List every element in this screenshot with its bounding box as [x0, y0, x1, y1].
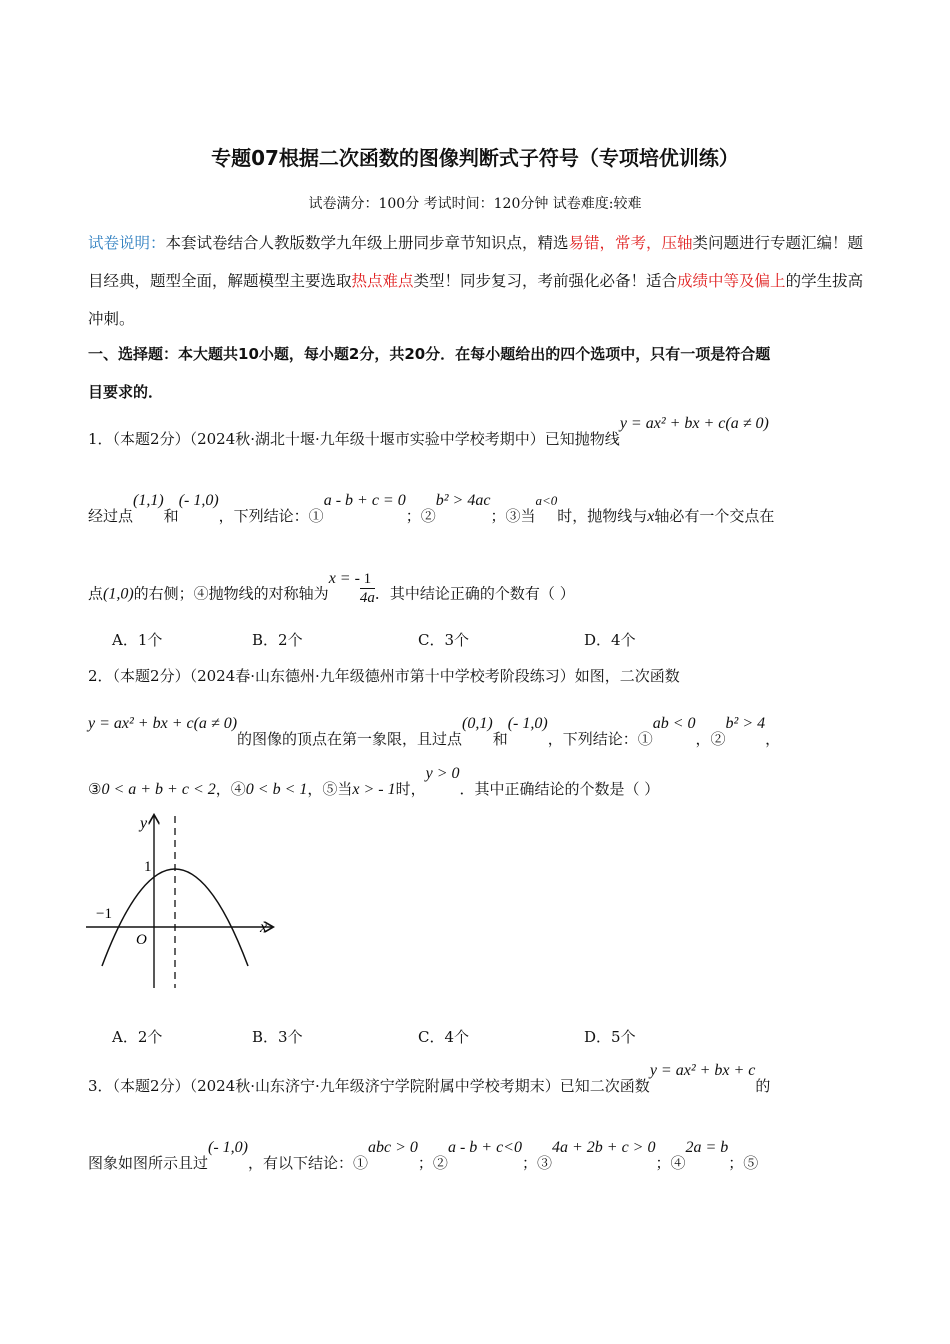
q2-line-3	[88, 765, 660, 799]
q1-axis-fraction	[360, 570, 375, 607]
q1-text: 时，抛物线与	[557, 507, 648, 525]
q2-text: ，④	[215, 780, 246, 798]
q2-line-1: 2．（本题2分）（2024春·山东德州·九年级德州市第十中学校考阶段练习）如图，二次函数	[88, 667, 680, 685]
q3-parabola-formula: y = ax² + bx + c	[649, 1062, 756, 1079]
q1-text: ．其中结论正确的个数有（ ）	[374, 584, 575, 603]
q3-text: 图象如图所示且过	[88, 1154, 209, 1172]
q3-conclusion-3: 4a + 2b + c > 0	[551, 1139, 656, 1156]
q1-text: ；②	[405, 507, 436, 525]
q3-text: ；④	[655, 1154, 686, 1172]
q2-point-2: (- 1,0)	[507, 715, 548, 732]
q3-text: ，有以下结论：①	[248, 1154, 369, 1172]
x-axis-label: x	[260, 919, 268, 936]
fraction-denominator: 4a	[359, 590, 375, 606]
q2-parabola-graph	[82, 808, 282, 998]
section-heading-line-1: 一、选择题：本大题共10小题，每小题2分，共20分．在每小题给出的四个选项中，只有一项是符合题	[88, 345, 771, 363]
q1-point-3: (1,0)	[103, 585, 134, 603]
q2-conclusion-5-result: y > 0	[425, 765, 460, 782]
intro-text-2: 类问题进行专题汇编！题目经典，题型全面，解题模型主要选取	[88, 234, 864, 290]
q2-parabola-formula: y = ax² + bx + c(a ≠ 0)	[88, 715, 238, 732]
fraction-numerator: 1	[360, 570, 375, 589]
tick-label-1: 1	[144, 859, 152, 875]
q1-point-2: (- 1,0)	[178, 492, 219, 509]
q1-option-d[interactable]: D．4个	[584, 631, 636, 649]
q1-conclusion-3: a<0	[535, 493, 558, 508]
q3-text: 的	[755, 1077, 771, 1095]
q3-conclusion-2: a - b + c<0	[447, 1139, 522, 1156]
q2-text: 和	[492, 730, 508, 748]
page-title: 专题07根据二次函数的图像判断式子符号（专项培优训练）	[211, 146, 739, 170]
q2-option-b[interactable]: B．3个	[252, 1028, 303, 1046]
q2-text: ．其中正确结论的个数是（ ）	[459, 780, 660, 798]
q1-text: 和	[163, 507, 179, 525]
q1-parabola-formula: y = ax² + bx + c(a ≠ 0)	[619, 415, 769, 432]
q3-text: ；⑤	[728, 1154, 759, 1172]
q1-stem: 1．（本题2分）（2024秋·湖北十堰·九年级十堰市实验中学校考期中）已知抛物线	[88, 430, 620, 448]
q1-conclusion-2: b² > 4ac	[435, 492, 491, 509]
q1-line-2	[88, 492, 775, 526]
q3-text: ；②	[417, 1154, 448, 1172]
q1-text: 的右侧；④抛物线的对称轴为	[133, 584, 329, 603]
q1-text: ；③当	[490, 507, 536, 525]
exam-meta: 试卷满分：100分 考试时间：120分钟 试卷难度:较难	[308, 196, 642, 212]
q2-text: ，下列结论：①	[547, 730, 653, 748]
q3-text: ；③	[521, 1154, 552, 1172]
q2-conclusion-2: b² > 4	[725, 715, 766, 732]
q3-conclusion-1: abc > 0	[368, 1139, 418, 1156]
y-axis-label: y	[140, 815, 148, 832]
q2-text: 的图像的顶点在第一象限，且过点	[237, 730, 463, 748]
q3-conclusion-4: 2a = b	[685, 1139, 729, 1156]
q1-axis-lhs: x = -	[328, 569, 360, 587]
q2-text: 时，	[395, 780, 426, 798]
q1-line-1	[88, 415, 769, 449]
q3-stem: 3．（本题2分）（2024秋·山东济宁·九年级济宁学院附属中学校考期末）已知二次函数	[88, 1077, 650, 1095]
q2-option-c[interactable]: C．4个	[418, 1028, 470, 1046]
exam-intro	[88, 224, 868, 338]
section-heading-line-2: 目要求的．	[88, 383, 164, 401]
q1-line-3	[88, 569, 575, 613]
q2-conclusion-4: 0 < b < 1	[245, 781, 308, 798]
q2-text: ，	[765, 730, 781, 748]
q2-text: ，②	[695, 730, 726, 748]
intro-highlight-1: 易错，常考，压轴	[568, 234, 693, 252]
q2-point-1: (0,1)	[462, 715, 493, 732]
q1-conclusion-1: a - b + c = 0	[323, 492, 406, 509]
q2-option-a[interactable]: A．2个	[112, 1028, 163, 1046]
q1-text: 点	[88, 584, 104, 603]
intro-text-4: 的学生拔高冲刺。	[88, 272, 864, 328]
q1-option-b[interactable]: B．2个	[252, 631, 303, 649]
intro-highlight-2: 热点难点	[351, 272, 414, 290]
q2-text: ③	[88, 780, 102, 798]
q2-option-d[interactable]: D．5个	[584, 1028, 636, 1046]
intro-label: 试卷说明：	[88, 234, 166, 252]
q2-line-2	[88, 715, 781, 749]
q1-x-var: x	[647, 508, 655, 525]
q3-line-2	[88, 1139, 759, 1173]
q3-point: (- 1,0)	[208, 1139, 248, 1156]
q1-point-1: (1,1)	[133, 492, 164, 509]
intro-highlight-3: 成绩中等及偏上	[677, 272, 786, 290]
q1-text: ，下列结论：①	[218, 507, 324, 525]
q2-conclusion-3: 0 < a + b + c < 2	[101, 781, 216, 798]
q1-text: 轴必有一个交点在	[654, 507, 775, 525]
q2-conclusion-5-condition: x > - 1	[352, 781, 396, 798]
q1-option-a[interactable]: A．1个	[112, 631, 163, 649]
q2-conclusion-1: ab < 0	[652, 715, 696, 732]
intro-text-3: 类型！同步复习，考前强化必备！适合	[413, 272, 678, 290]
q3-line-1	[88, 1062, 771, 1096]
q1-option-c[interactable]: C．3个	[418, 631, 470, 649]
tick-label-neg1: −1	[96, 906, 112, 922]
intro-text-1: 本套试卷结合人教版数学九年级上册同步章节知识点，精选	[165, 234, 569, 252]
q2-text: ，⑤当	[307, 780, 353, 798]
origin-label: O	[136, 932, 147, 948]
q1-text: 经过点	[88, 507, 134, 525]
